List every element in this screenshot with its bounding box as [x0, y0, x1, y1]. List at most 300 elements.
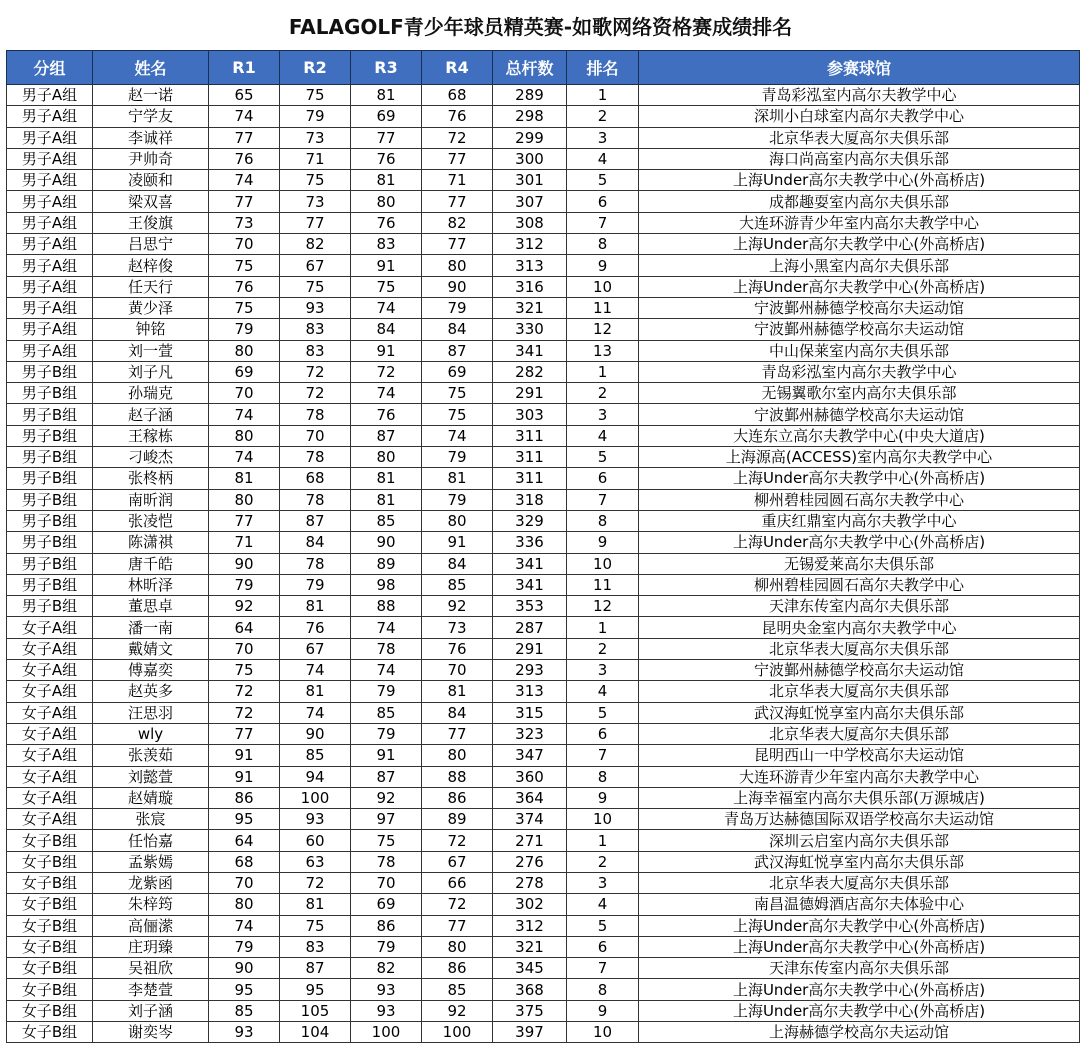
cell-total: 360 [493, 766, 567, 787]
cell-r4: 80 [422, 510, 493, 531]
table-row [7, 1000, 1080, 1021]
cell-r4: 76 [422, 638, 493, 659]
cell-club: 宁波鄞州赫德学校高尔夫运动馆 [639, 404, 1080, 425]
table-row [7, 574, 1080, 595]
cell-rank: 7 [567, 212, 639, 233]
cell-name: 王稼栋 [93, 425, 209, 446]
cell-rank: 9 [567, 532, 639, 553]
cell-r4: 77 [422, 148, 493, 169]
cell-rank: 1 [567, 830, 639, 851]
cell-club: 上海幸福室内高尔夫俱乐部(万源城店) [639, 787, 1080, 808]
cell-club: 无锡爱莱高尔夫俱乐部 [639, 553, 1080, 574]
cell-r3: 81 [351, 468, 422, 489]
cell-name: 戴婧文 [93, 638, 209, 659]
cell-club: 大连环游青少年室内高尔夫教学中心 [639, 212, 1080, 233]
table-row [7, 106, 1080, 127]
cell-club: 天津东传室内高尔夫俱乐部 [639, 596, 1080, 617]
cell-rank: 7 [567, 958, 639, 979]
cell-r4: 92 [422, 596, 493, 617]
cell-r3: 87 [351, 766, 422, 787]
cell-total: 289 [493, 85, 567, 106]
cell-r2: 78 [280, 489, 351, 510]
cell-total: 311 [493, 468, 567, 489]
cell-r2: 73 [280, 127, 351, 148]
table-row [7, 681, 1080, 702]
table-row [7, 915, 1080, 936]
cell-group: 女子A组 [7, 681, 93, 702]
cell-total: 315 [493, 702, 567, 723]
cell-group: 女子B组 [7, 958, 93, 979]
cell-r4: 71 [422, 170, 493, 191]
cell-club: 柳州碧桂园圆石高尔夫教学中心 [639, 574, 1080, 595]
cell-club: 海口尚高室内高尔夫俱乐部 [639, 148, 1080, 169]
cell-r3: 76 [351, 212, 422, 233]
cell-r1: 75 [209, 297, 280, 318]
cell-rank: 2 [567, 638, 639, 659]
cell-r3: 75 [351, 830, 422, 851]
table-row [7, 851, 1080, 872]
cell-r4: 82 [422, 212, 493, 233]
cell-r3: 74 [351, 617, 422, 638]
cell-total: 321 [493, 297, 567, 318]
cell-total: 311 [493, 447, 567, 468]
cell-rank: 3 [567, 872, 639, 893]
cell-r3: 69 [351, 106, 422, 127]
cell-rank: 10 [567, 276, 639, 297]
cell-total: 287 [493, 617, 567, 638]
cell-r3: 80 [351, 191, 422, 212]
cell-r1: 72 [209, 702, 280, 723]
cell-group: 男子A组 [7, 191, 93, 212]
cell-club: 青岛彩泓室内高尔夫教学中心 [639, 361, 1080, 382]
cell-name: 龙紫函 [93, 872, 209, 893]
cell-group: 男子B组 [7, 404, 93, 425]
cell-r3: 93 [351, 1000, 422, 1021]
cell-r3: 78 [351, 638, 422, 659]
header-group: 分组 [7, 51, 93, 85]
cell-r3: 81 [351, 85, 422, 106]
cell-r2: 75 [280, 170, 351, 191]
cell-r3: 81 [351, 170, 422, 191]
cell-r3: 81 [351, 489, 422, 510]
cell-total: 303 [493, 404, 567, 425]
cell-club: 北京华表大厦高尔夫俱乐部 [639, 681, 1080, 702]
cell-total: 276 [493, 851, 567, 872]
cell-r3: 92 [351, 787, 422, 808]
cell-group: 男子B组 [7, 447, 93, 468]
cell-total: 397 [493, 1022, 567, 1043]
table-row [7, 596, 1080, 617]
cell-r3: 79 [351, 681, 422, 702]
cell-total: 316 [493, 276, 567, 297]
cell-r2: 76 [280, 617, 351, 638]
cell-group: 男子B组 [7, 596, 93, 617]
cell-name: wly [93, 723, 209, 744]
cell-name: 任天行 [93, 276, 209, 297]
cell-r3: 77 [351, 127, 422, 148]
cell-total: 291 [493, 383, 567, 404]
cell-r4: 85 [422, 574, 493, 595]
cell-r1: 80 [209, 894, 280, 915]
cell-group: 男子A组 [7, 234, 93, 255]
cell-group: 女子B组 [7, 872, 93, 893]
cell-group: 男子B组 [7, 532, 93, 553]
cell-r4: 90 [422, 276, 493, 297]
table-row [7, 340, 1080, 361]
cell-r4: 77 [422, 723, 493, 744]
cell-rank: 12 [567, 319, 639, 340]
cell-group: 女子B组 [7, 915, 93, 936]
table-row [7, 212, 1080, 233]
cell-r3: 90 [351, 532, 422, 553]
cell-r1: 79 [209, 936, 280, 957]
cell-r1: 74 [209, 447, 280, 468]
cell-r3: 93 [351, 979, 422, 1000]
table-row [7, 1022, 1080, 1043]
cell-r1: 75 [209, 255, 280, 276]
cell-r2: 93 [280, 809, 351, 830]
table-row [7, 830, 1080, 851]
cell-total: 347 [493, 745, 567, 766]
cell-club: 重庆红鼎室内高尔夫教学中心 [639, 510, 1080, 531]
cell-r2: 74 [280, 660, 351, 681]
cell-name: 宁学友 [93, 106, 209, 127]
cell-r2: 100 [280, 787, 351, 808]
cell-r2: 72 [280, 361, 351, 382]
cell-club: 北京华表大厦高尔夫俱乐部 [639, 872, 1080, 893]
cell-r4: 79 [422, 489, 493, 510]
cell-group: 女子B组 [7, 830, 93, 851]
cell-r3: 69 [351, 894, 422, 915]
cell-r3: 91 [351, 255, 422, 276]
cell-group: 男子A组 [7, 212, 93, 233]
cell-r2: 68 [280, 468, 351, 489]
table-row [7, 894, 1080, 915]
cell-group: 女子B组 [7, 1000, 93, 1021]
cell-rank: 5 [567, 447, 639, 468]
cell-r1: 70 [209, 872, 280, 893]
cell-r4: 86 [422, 787, 493, 808]
cell-name: 孟紫嫣 [93, 851, 209, 872]
cell-r3: 88 [351, 596, 422, 617]
cell-group: 男子A组 [7, 106, 93, 127]
cell-group: 男子A组 [7, 255, 93, 276]
cell-club: 昆明央金室内高尔夫教学中心 [639, 617, 1080, 638]
cell-club: 中山保莱室内高尔夫俱乐部 [639, 340, 1080, 361]
cell-r2: 78 [280, 447, 351, 468]
cell-r3: 85 [351, 702, 422, 723]
table-row [7, 809, 1080, 830]
cell-r4: 77 [422, 234, 493, 255]
cell-rank: 11 [567, 297, 639, 318]
cell-r1: 85 [209, 1000, 280, 1021]
table-row [7, 383, 1080, 404]
cell-name: 高俪潆 [93, 915, 209, 936]
cell-club: 大连东立高尔夫教学中心(中央大道店) [639, 425, 1080, 446]
cell-r2: 71 [280, 148, 351, 169]
cell-r2: 94 [280, 766, 351, 787]
cell-group: 男子A组 [7, 127, 93, 148]
cell-total: 368 [493, 979, 567, 1000]
cell-rank: 3 [567, 127, 639, 148]
cell-r1: 91 [209, 766, 280, 787]
cell-name: 陈潇祺 [93, 532, 209, 553]
cell-rank: 5 [567, 170, 639, 191]
cell-group: 男子A组 [7, 276, 93, 297]
cell-r4: 84 [422, 319, 493, 340]
table-row [7, 447, 1080, 468]
cell-rank: 7 [567, 745, 639, 766]
cell-r2: 70 [280, 425, 351, 446]
table-row [7, 255, 1080, 276]
cell-r1: 90 [209, 958, 280, 979]
cell-club: 青岛彩泓室内高尔夫教学中心 [639, 85, 1080, 106]
cell-name: 黄少泽 [93, 297, 209, 318]
cell-group: 男子B组 [7, 489, 93, 510]
cell-group: 男子B组 [7, 383, 93, 404]
cell-r3: 76 [351, 404, 422, 425]
cell-club: 上海Under高尔夫教学中心(外高桥店) [639, 979, 1080, 1000]
cell-club: 北京华表大厦高尔夫俱乐部 [639, 723, 1080, 744]
cell-r1: 86 [209, 787, 280, 808]
table-row [7, 425, 1080, 446]
cell-club: 大连环游青少年室内高尔夫教学中心 [639, 766, 1080, 787]
cell-club: 柳州碧桂园圆石高尔夫教学中心 [639, 489, 1080, 510]
cell-total: 291 [493, 638, 567, 659]
cell-name: 林昕泽 [93, 574, 209, 595]
cell-r1: 77 [209, 191, 280, 212]
cell-total: 313 [493, 681, 567, 702]
cell-r2: 67 [280, 255, 351, 276]
cell-club: 北京华表大厦高尔夫俱乐部 [639, 127, 1080, 148]
cell-club: 上海Under高尔夫教学中心(外高桥店) [639, 532, 1080, 553]
cell-name: 汪思羽 [93, 702, 209, 723]
cell-r2: 81 [280, 894, 351, 915]
cell-r2: 84 [280, 532, 351, 553]
cell-name: 董思卓 [93, 596, 209, 617]
table-row [7, 745, 1080, 766]
cell-r2: 82 [280, 234, 351, 255]
cell-r4: 86 [422, 958, 493, 979]
cell-r4: 67 [422, 851, 493, 872]
table-row [7, 638, 1080, 659]
cell-group: 男子B组 [7, 361, 93, 382]
cell-name: 赵婧璇 [93, 787, 209, 808]
cell-r3: 84 [351, 319, 422, 340]
cell-r1: 90 [209, 553, 280, 574]
header-r2: R2 [280, 51, 351, 85]
cell-rank: 10 [567, 553, 639, 574]
cell-r4: 79 [422, 297, 493, 318]
cell-club: 天津东传室内高尔夫俱乐部 [639, 958, 1080, 979]
cell-r2: 85 [280, 745, 351, 766]
cell-r1: 71 [209, 532, 280, 553]
cell-r1: 80 [209, 425, 280, 446]
cell-r3: 72 [351, 361, 422, 382]
cell-rank: 4 [567, 894, 639, 915]
cell-group: 女子A组 [7, 745, 93, 766]
cell-total: 311 [493, 425, 567, 446]
cell-group: 男子A组 [7, 85, 93, 106]
cell-r3: 75 [351, 276, 422, 297]
cell-total: 282 [493, 361, 567, 382]
cell-total: 341 [493, 553, 567, 574]
cell-rank: 5 [567, 915, 639, 936]
cell-r1: 69 [209, 361, 280, 382]
cell-total: 312 [493, 234, 567, 255]
cell-r1: 91 [209, 745, 280, 766]
cell-name: 谢奕岑 [93, 1022, 209, 1043]
cell-club: 南昌温德姆酒店高尔夫体验中心 [639, 894, 1080, 915]
cell-total: 374 [493, 809, 567, 830]
cell-club: 上海小黑室内高尔夫俱乐部 [639, 255, 1080, 276]
table-row [7, 766, 1080, 787]
cell-rank: 4 [567, 148, 639, 169]
cell-name: 钟铭 [93, 319, 209, 340]
cell-total: 271 [493, 830, 567, 851]
cell-name: 唐千皓 [93, 553, 209, 574]
cell-group: 女子A组 [7, 723, 93, 744]
cell-name: 傅嘉奕 [93, 660, 209, 681]
cell-rank: 6 [567, 191, 639, 212]
cell-r4: 74 [422, 425, 493, 446]
cell-r4: 69 [422, 361, 493, 382]
cell-r2: 75 [280, 276, 351, 297]
cell-name: 潘一南 [93, 617, 209, 638]
cell-rank: 3 [567, 660, 639, 681]
cell-r1: 95 [209, 979, 280, 1000]
cell-rank: 4 [567, 681, 639, 702]
cell-r4: 81 [422, 681, 493, 702]
table-row [7, 723, 1080, 744]
cell-name: 凌颐和 [93, 170, 209, 191]
cell-r1: 74 [209, 404, 280, 425]
cell-rank: 11 [567, 574, 639, 595]
cell-rank: 9 [567, 1000, 639, 1021]
cell-r1: 80 [209, 489, 280, 510]
cell-r1: 73 [209, 212, 280, 233]
cell-r2: 78 [280, 553, 351, 574]
cell-r4: 79 [422, 447, 493, 468]
cell-group: 男子B组 [7, 553, 93, 574]
table-row [7, 191, 1080, 212]
cell-r4: 89 [422, 809, 493, 830]
cell-r3: 74 [351, 383, 422, 404]
cell-r2: 74 [280, 702, 351, 723]
cell-name: 朱梓筠 [93, 894, 209, 915]
cell-r3: 76 [351, 148, 422, 169]
cell-group: 女子B组 [7, 1022, 93, 1043]
cell-r2: 79 [280, 574, 351, 595]
cell-r3: 86 [351, 915, 422, 936]
cell-group: 男子A组 [7, 148, 93, 169]
table-row [7, 404, 1080, 425]
cell-total: 329 [493, 510, 567, 531]
table-row [7, 234, 1080, 255]
cell-group: 男子A组 [7, 297, 93, 318]
cell-club: 宁波鄞州赫德学校高尔夫运动馆 [639, 297, 1080, 318]
cell-r2: 81 [280, 596, 351, 617]
cell-total: 375 [493, 1000, 567, 1021]
cell-r4: 75 [422, 383, 493, 404]
cell-rank: 12 [567, 596, 639, 617]
cell-r3: 78 [351, 851, 422, 872]
cell-rank: 8 [567, 766, 639, 787]
cell-total: 299 [493, 127, 567, 148]
cell-group: 男子B组 [7, 510, 93, 531]
cell-club: 宁波鄞州赫德学校高尔夫运动馆 [639, 660, 1080, 681]
cell-name: 任怡嘉 [93, 830, 209, 851]
cell-r1: 74 [209, 106, 280, 127]
cell-total: 300 [493, 148, 567, 169]
table-row [7, 361, 1080, 382]
cell-r2: 87 [280, 510, 351, 531]
cell-r2: 79 [280, 106, 351, 127]
cell-r2: 75 [280, 915, 351, 936]
cell-total: 341 [493, 574, 567, 595]
cell-name: 张宸 [93, 809, 209, 830]
cell-r4: 87 [422, 340, 493, 361]
cell-r1: 70 [209, 638, 280, 659]
cell-r4: 84 [422, 553, 493, 574]
cell-r3: 97 [351, 809, 422, 830]
header-r4: R4 [422, 51, 493, 85]
page-title: FALAGOLF青少年球员精英赛-如歌网络资格赛成绩排名 [288, 15, 793, 39]
cell-total: 313 [493, 255, 567, 276]
cell-r1: 74 [209, 915, 280, 936]
cell-r3: 80 [351, 447, 422, 468]
cell-rank: 1 [567, 617, 639, 638]
cell-r1: 95 [209, 809, 280, 830]
cell-name: 赵子涵 [93, 404, 209, 425]
cell-r4: 81 [422, 468, 493, 489]
table-row [7, 979, 1080, 1000]
cell-group: 女子B组 [7, 851, 93, 872]
cell-r4: 77 [422, 915, 493, 936]
cell-r4: 80 [422, 936, 493, 957]
cell-total: 353 [493, 596, 567, 617]
cell-r3: 87 [351, 425, 422, 446]
cell-club: 上海Under高尔夫教学中心(外高桥店) [639, 276, 1080, 297]
cell-r4: 76 [422, 106, 493, 127]
cell-r1: 79 [209, 319, 280, 340]
results-table [6, 50, 1080, 1043]
cell-group: 女子A组 [7, 660, 93, 681]
cell-group: 女子B组 [7, 894, 93, 915]
table-row [7, 617, 1080, 638]
cell-rank: 8 [567, 234, 639, 255]
cell-rank: 6 [567, 723, 639, 744]
header-club: 参赛球馆 [639, 51, 1080, 85]
cell-r1: 80 [209, 340, 280, 361]
cell-r1: 64 [209, 830, 280, 851]
cell-r3: 100 [351, 1022, 422, 1043]
cell-group: 女子A组 [7, 766, 93, 787]
cell-r1: 75 [209, 660, 280, 681]
cell-name: 李楚萱 [93, 979, 209, 1000]
cell-club: 上海赫德学校高尔夫运动馆 [639, 1022, 1080, 1043]
cell-r3: 79 [351, 936, 422, 957]
cell-r2: 83 [280, 936, 351, 957]
cell-name: 刘一萱 [93, 340, 209, 361]
table-row [7, 936, 1080, 957]
cell-r4: 85 [422, 979, 493, 1000]
cell-rank: 3 [567, 404, 639, 425]
header-rank: 排名 [567, 51, 639, 85]
table-row [7, 489, 1080, 510]
cell-r2: 105 [280, 1000, 351, 1021]
header-r3: R3 [351, 51, 422, 85]
